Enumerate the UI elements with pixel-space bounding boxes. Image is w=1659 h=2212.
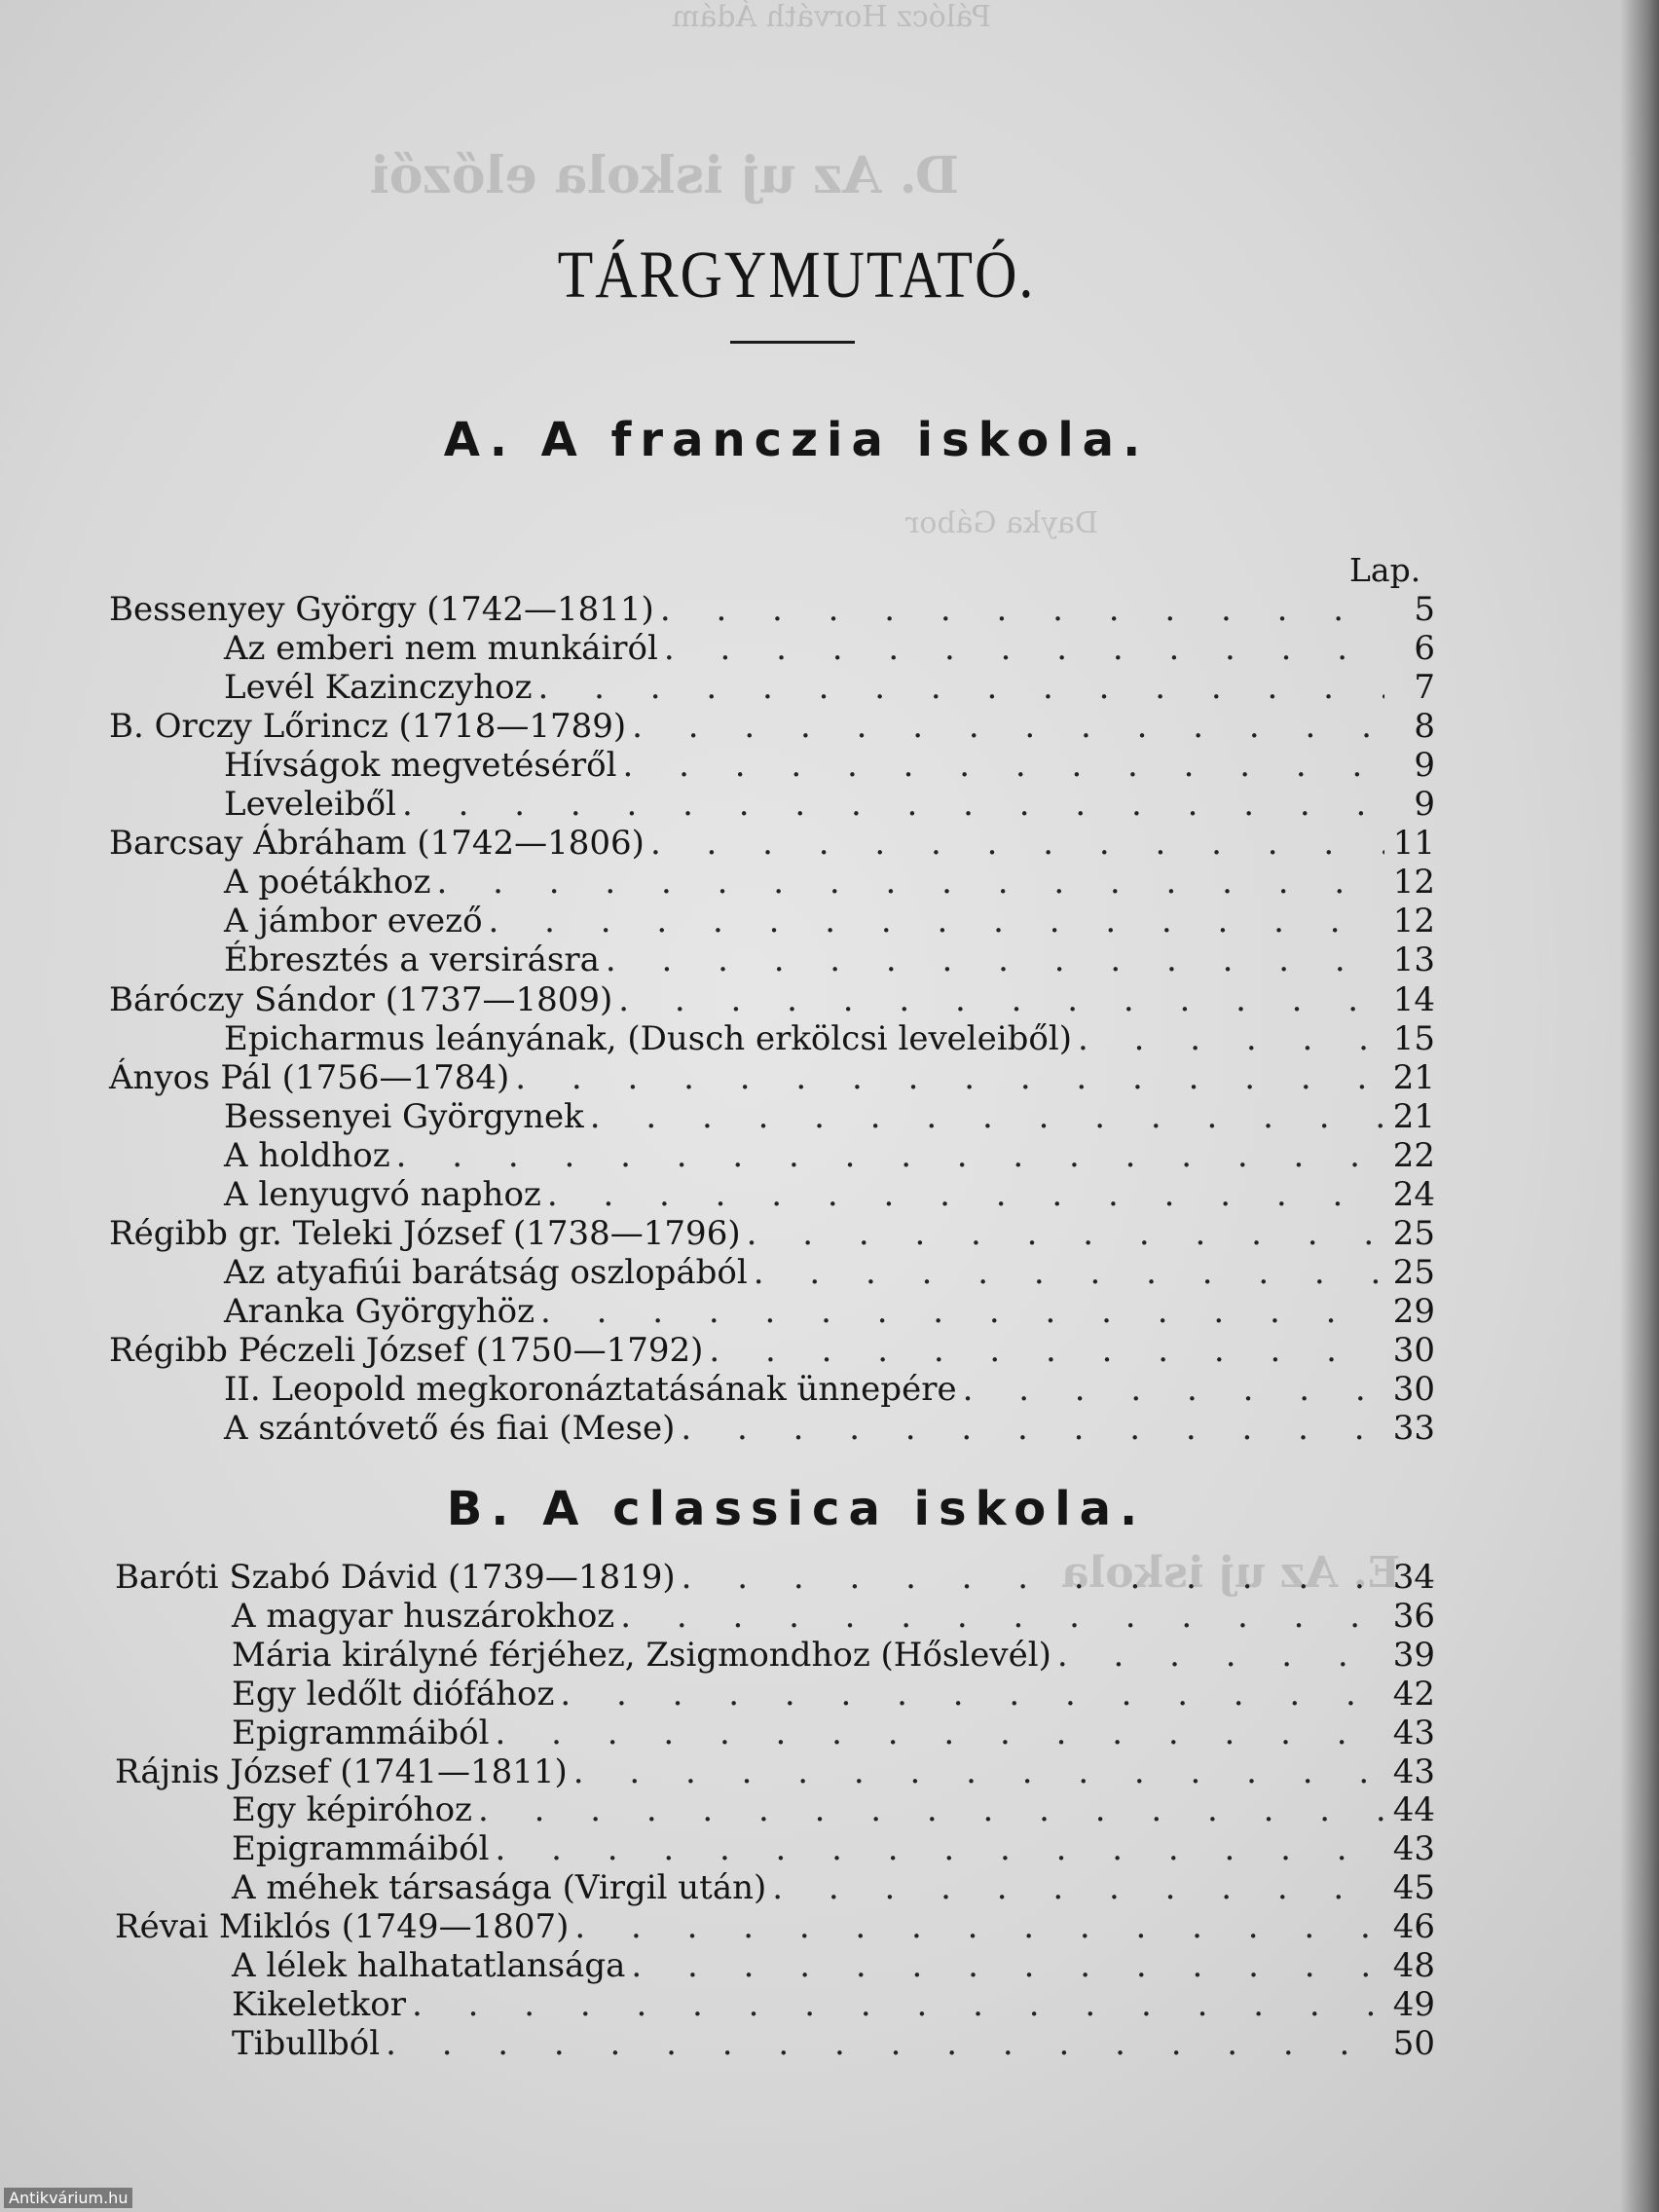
toc-entry-title: Aranka Györgyhöz: [224, 1292, 535, 1331]
toc-entry-title: Epigrammáiból: [232, 1714, 490, 1752]
page-number: 44: [1392, 1790, 1435, 1829]
toc-entry-row: [224, 1019, 1435, 1058]
toc-entry-title: Az atyafiúi barátság oszlopából: [224, 1253, 748, 1292]
dot-leader: [540, 1292, 1384, 1331]
toc-entry-title: A szántóvető és fiai (Mese): [224, 1409, 676, 1448]
toc-entry-row: [232, 1636, 1435, 1675]
dot-leader: [515, 1058, 1384, 1097]
toc-entry-row: [232, 2024, 1435, 2063]
page-number: 25: [1392, 1253, 1435, 1292]
toc-entry-title: A poétákhoz: [224, 863, 431, 902]
page-number: 12: [1392, 902, 1435, 940]
page-number: 14: [1392, 980, 1435, 1019]
toc-entry-row: [232, 1675, 1435, 1714]
page-number: 33: [1392, 1409, 1435, 1448]
toc-author-name: Báróczy Sándor (1737—1809): [109, 980, 613, 1019]
dot-leader: [632, 707, 1384, 746]
page-number: 36: [1392, 1597, 1435, 1636]
toc-entry-title: Tibullból: [232, 2024, 381, 2063]
page-number: 43: [1392, 1714, 1435, 1752]
page-number: 11: [1392, 824, 1435, 863]
page-number: 42: [1392, 1675, 1435, 1714]
book-page: Pálócz Horváth Ádám D. Az uj iskola előzői Dayka Gábor E. Az uj iskola TÁRGYMUTATÓ. A. A franczia iskola. Lap. B. A classica iskola. Bessenyey György (1742—1811) . . . 5 Az emberi nem munkáiról . . . 6 Levél Kazinczyhoz . . . 7 B. Orczy Lőrincz (1718—1789) . . . 8 Hívságok megvetéséről . . . 9 Leveleiből . . . 9 Barcsay Ábráham (1742—1806) . . . 11 A poétákhoz . . . 12 A jámbor evező . . . 12 Ébresztés a versirásra . . . 13 Báróczy Sándor (1737—1809) . . . 14 Epicharmus leányának, (Dusch erkölcsi leveleiből) . . . 15 Ányos Pál (1756—1784) . . . 21 Bessenyei Györgynek . . . 21 A holdhoz . . . 22 A lenyugvó naphoz . . . 24 Régibb gr. Teleki József (1738—1796) . . . 25 Az atyafiúi barátság oszlopából . . . 25 Aranka Györgyhöz . . . 29 Régibb Péczeli József (1750—1792) . . . 30 II. Leopold megkoronáztatásának ünnepére . . . 30 A szántóvető és fiai (Mese) . . . 33 Baróti Szabó Dávid (1739—1819) . . . 34 A magyar huszárokhoz . . . 36 Mária királyné férjéhez, Zsigmondhoz (Hőslevél) . . . 39 Egy ledőlt diófához . . . 42 Epigrammáiból . . . 43 Rájnis József (1741—1811) . . . 43 Egy képiróhoz . . . 44 Epigrammáiból . . . 43 A méhek társasága (Virgil után) . . . 45 Révai Miklós (1749—1807) . . . 46 A lélek halhatatlansága . . . 48 Kikeletkor . . . 49 Tibullból . . . 50 Antikvárium.hu: [0, 0, 1659, 2212]
dot-leader: [681, 1409, 1384, 1448]
page-number: 45: [1392, 1868, 1435, 1907]
dot-leader: [560, 1675, 1384, 1714]
toc-entry-row: [232, 1790, 1435, 1829]
toc-entry-row: [224, 1292, 1435, 1331]
dot-leader: [754, 1253, 1384, 1292]
toc-entry-row: [224, 1175, 1435, 1214]
dot-leader: [489, 902, 1384, 940]
dot-leader: [386, 2024, 1384, 2063]
page-number: 50: [1392, 2024, 1435, 2063]
toc-author-row: [115, 1907, 1435, 1946]
toc-author-row: [115, 1752, 1435, 1791]
page-number: 25: [1392, 1214, 1435, 1253]
toc-author-row: [109, 824, 1435, 863]
page-number: 24: [1392, 1175, 1435, 1214]
page-number: 46: [1392, 1907, 1435, 1946]
toc-entry-title: Kikeletkor: [232, 1985, 406, 2024]
page-number: 43: [1392, 1829, 1435, 1868]
section-heading-a: A. A franczia iskola.: [443, 413, 1150, 467]
toc-entry-row: [224, 902, 1435, 940]
dot-leader: [631, 1946, 1384, 1985]
page-number: 12: [1392, 863, 1435, 902]
dot-leader: [682, 1558, 1384, 1597]
dot-leader: [396, 1136, 1384, 1175]
dot-leader: [478, 1790, 1384, 1829]
page-column-label: Lap.: [1349, 551, 1421, 589]
dot-leader: [412, 1985, 1384, 2024]
toc-entry-row: [224, 940, 1435, 979]
dot-leader: [538, 668, 1384, 707]
toc-entry-title: Mária királyné férjéhez, Zsigmondhoz (Hőslevél): [232, 1636, 1051, 1675]
dot-leader: [664, 629, 1384, 668]
dot-leader: [1078, 1019, 1384, 1058]
toc-author-name: Barcsay Ábráham (1742—1806): [109, 824, 645, 863]
toc-entry-title: Ébresztés a versirásra: [224, 940, 600, 979]
toc-entry-row: [224, 668, 1435, 707]
page-number: 22: [1392, 1136, 1435, 1175]
page-number: 15: [1392, 1019, 1435, 1058]
toc-entry-row: [232, 1829, 1435, 1868]
toc-author-row: [109, 590, 1435, 629]
page-number: 21: [1392, 1058, 1435, 1097]
dot-leader: [547, 1175, 1384, 1214]
watermark: Antikvárium.hu: [4, 2188, 132, 2208]
dot-leader: [660, 590, 1384, 629]
toc-author-name: Régibb Péczeli József (1750—1792): [109, 1331, 704, 1370]
toc-entry-title: Hívságok megvetéséről: [224, 746, 617, 785]
toc-entry-title: A jámbor evező: [224, 902, 483, 940]
toc-entry-row: [224, 629, 1435, 668]
toc-entry-row: [224, 1370, 1435, 1409]
dot-leader: [437, 863, 1384, 902]
toc-entry-row: [232, 1868, 1435, 1907]
page-number: 29: [1392, 1292, 1435, 1331]
page-number: 30: [1392, 1331, 1435, 1370]
toc-author-name: Bessenyey György (1742—1811): [109, 590, 654, 629]
toc-author-name: Ányos Pál (1756—1784): [109, 1058, 510, 1097]
toc-author-row: [109, 1058, 1435, 1097]
toc-entry-row: [232, 1714, 1435, 1752]
dot-leader: [495, 1714, 1384, 1752]
toc-author-row: [115, 1558, 1435, 1597]
page-number: 13: [1392, 940, 1435, 979]
toc-entry-title: Egy ledőlt diófához: [232, 1675, 555, 1714]
page-number: 39: [1392, 1636, 1435, 1675]
toc-entry-row: [224, 746, 1435, 785]
dot-leader: [574, 1907, 1384, 1946]
toc-author-row: [109, 1214, 1435, 1253]
section-heading-b: B. A classica iskola.: [446, 1482, 1147, 1536]
dot-leader: [402, 785, 1384, 824]
toc-entry-title: Levél Kazinczyhoz: [224, 668, 533, 707]
page-number: 9: [1414, 746, 1435, 785]
page-number: 43: [1392, 1752, 1435, 1791]
page-number: 5: [1414, 590, 1435, 629]
dot-leader: [747, 1214, 1384, 1253]
page-number: 9: [1414, 785, 1435, 824]
page-edge-shadow: [1620, 0, 1659, 2212]
dot-leader: [963, 1370, 1384, 1409]
toc-entry-row: [224, 1097, 1435, 1136]
page-number: 48: [1392, 1946, 1435, 1985]
dot-leader: [606, 940, 1384, 979]
dot-leader: [1057, 1636, 1384, 1675]
toc-entry-title: A méhek társasága (Virgil után): [232, 1868, 767, 1907]
toc-author-row: [109, 980, 1435, 1019]
toc-author-name: Baróti Szabó Dávid (1739—1819): [115, 1558, 676, 1597]
title-rule: [730, 341, 855, 344]
toc-entry-row: [224, 863, 1435, 902]
toc-entry-title: Epigrammáiból: [232, 1829, 490, 1868]
toc-entry-title: A magyar huszárokhoz: [232, 1597, 615, 1636]
dot-leader: [590, 1097, 1384, 1136]
toc-entry-title: Bessenyei Györgynek: [224, 1097, 584, 1136]
dot-leader: [650, 824, 1384, 863]
toc-entry-row: [224, 1409, 1435, 1448]
dot-leader: [772, 1868, 1384, 1907]
page-number: 49: [1392, 1985, 1435, 2024]
toc-author-name: Rájnis József (1741—1811): [115, 1752, 568, 1791]
toc-entry-title: Epicharmus leányának, (Dusch erkölcsi leveleiből): [224, 1019, 1073, 1058]
page-number: 21: [1392, 1097, 1435, 1136]
page-number: 34: [1392, 1558, 1435, 1597]
toc-entry-title: Egy képiróhoz: [232, 1790, 472, 1829]
toc-entry-row: [232, 1597, 1435, 1636]
toc-entry-title: A lélek halhatatlansága: [232, 1946, 626, 1985]
toc-author-row: [109, 707, 1435, 746]
page-number: 8: [1414, 707, 1435, 746]
page-number: 7: [1414, 668, 1435, 707]
dot-leader: [573, 1752, 1384, 1791]
toc-author-name: B. Orczy Lőrincz (1718—1789): [109, 707, 627, 746]
page-number: 30: [1392, 1370, 1435, 1409]
toc-entry-row: [224, 1253, 1435, 1292]
dot-leader: [618, 980, 1384, 1019]
toc-entry-title: A holdhoz: [224, 1136, 390, 1175]
toc-entry-row: [232, 1946, 1435, 1985]
dot-leader: [620, 1597, 1384, 1636]
toc-author-row: [109, 1331, 1435, 1370]
toc-entry-row: [232, 1985, 1435, 2024]
toc-entry-title: Az emberi nem munkáiról: [224, 629, 658, 668]
toc-entry-title: A lenyugvó naphoz: [224, 1175, 541, 1214]
toc-author-name: Régibb gr. Teleki József (1738—1796): [109, 1214, 741, 1253]
toc-entry-row: [224, 785, 1435, 824]
toc-entry-row: [224, 1136, 1435, 1175]
dot-leader: [495, 1829, 1384, 1868]
page-number: 6: [1414, 629, 1435, 668]
dot-leader: [623, 746, 1384, 785]
dot-leader: [709, 1331, 1384, 1370]
toc-entry-title: II. Leopold megkoronáztatásának ünnepére: [224, 1370, 957, 1409]
toc-entry-title: Leveleiből: [224, 785, 397, 824]
page-title: TÁRGYMUTATÓ.: [557, 237, 1036, 312]
toc-author-name: Révai Miklós (1749—1807): [115, 1907, 570, 1946]
